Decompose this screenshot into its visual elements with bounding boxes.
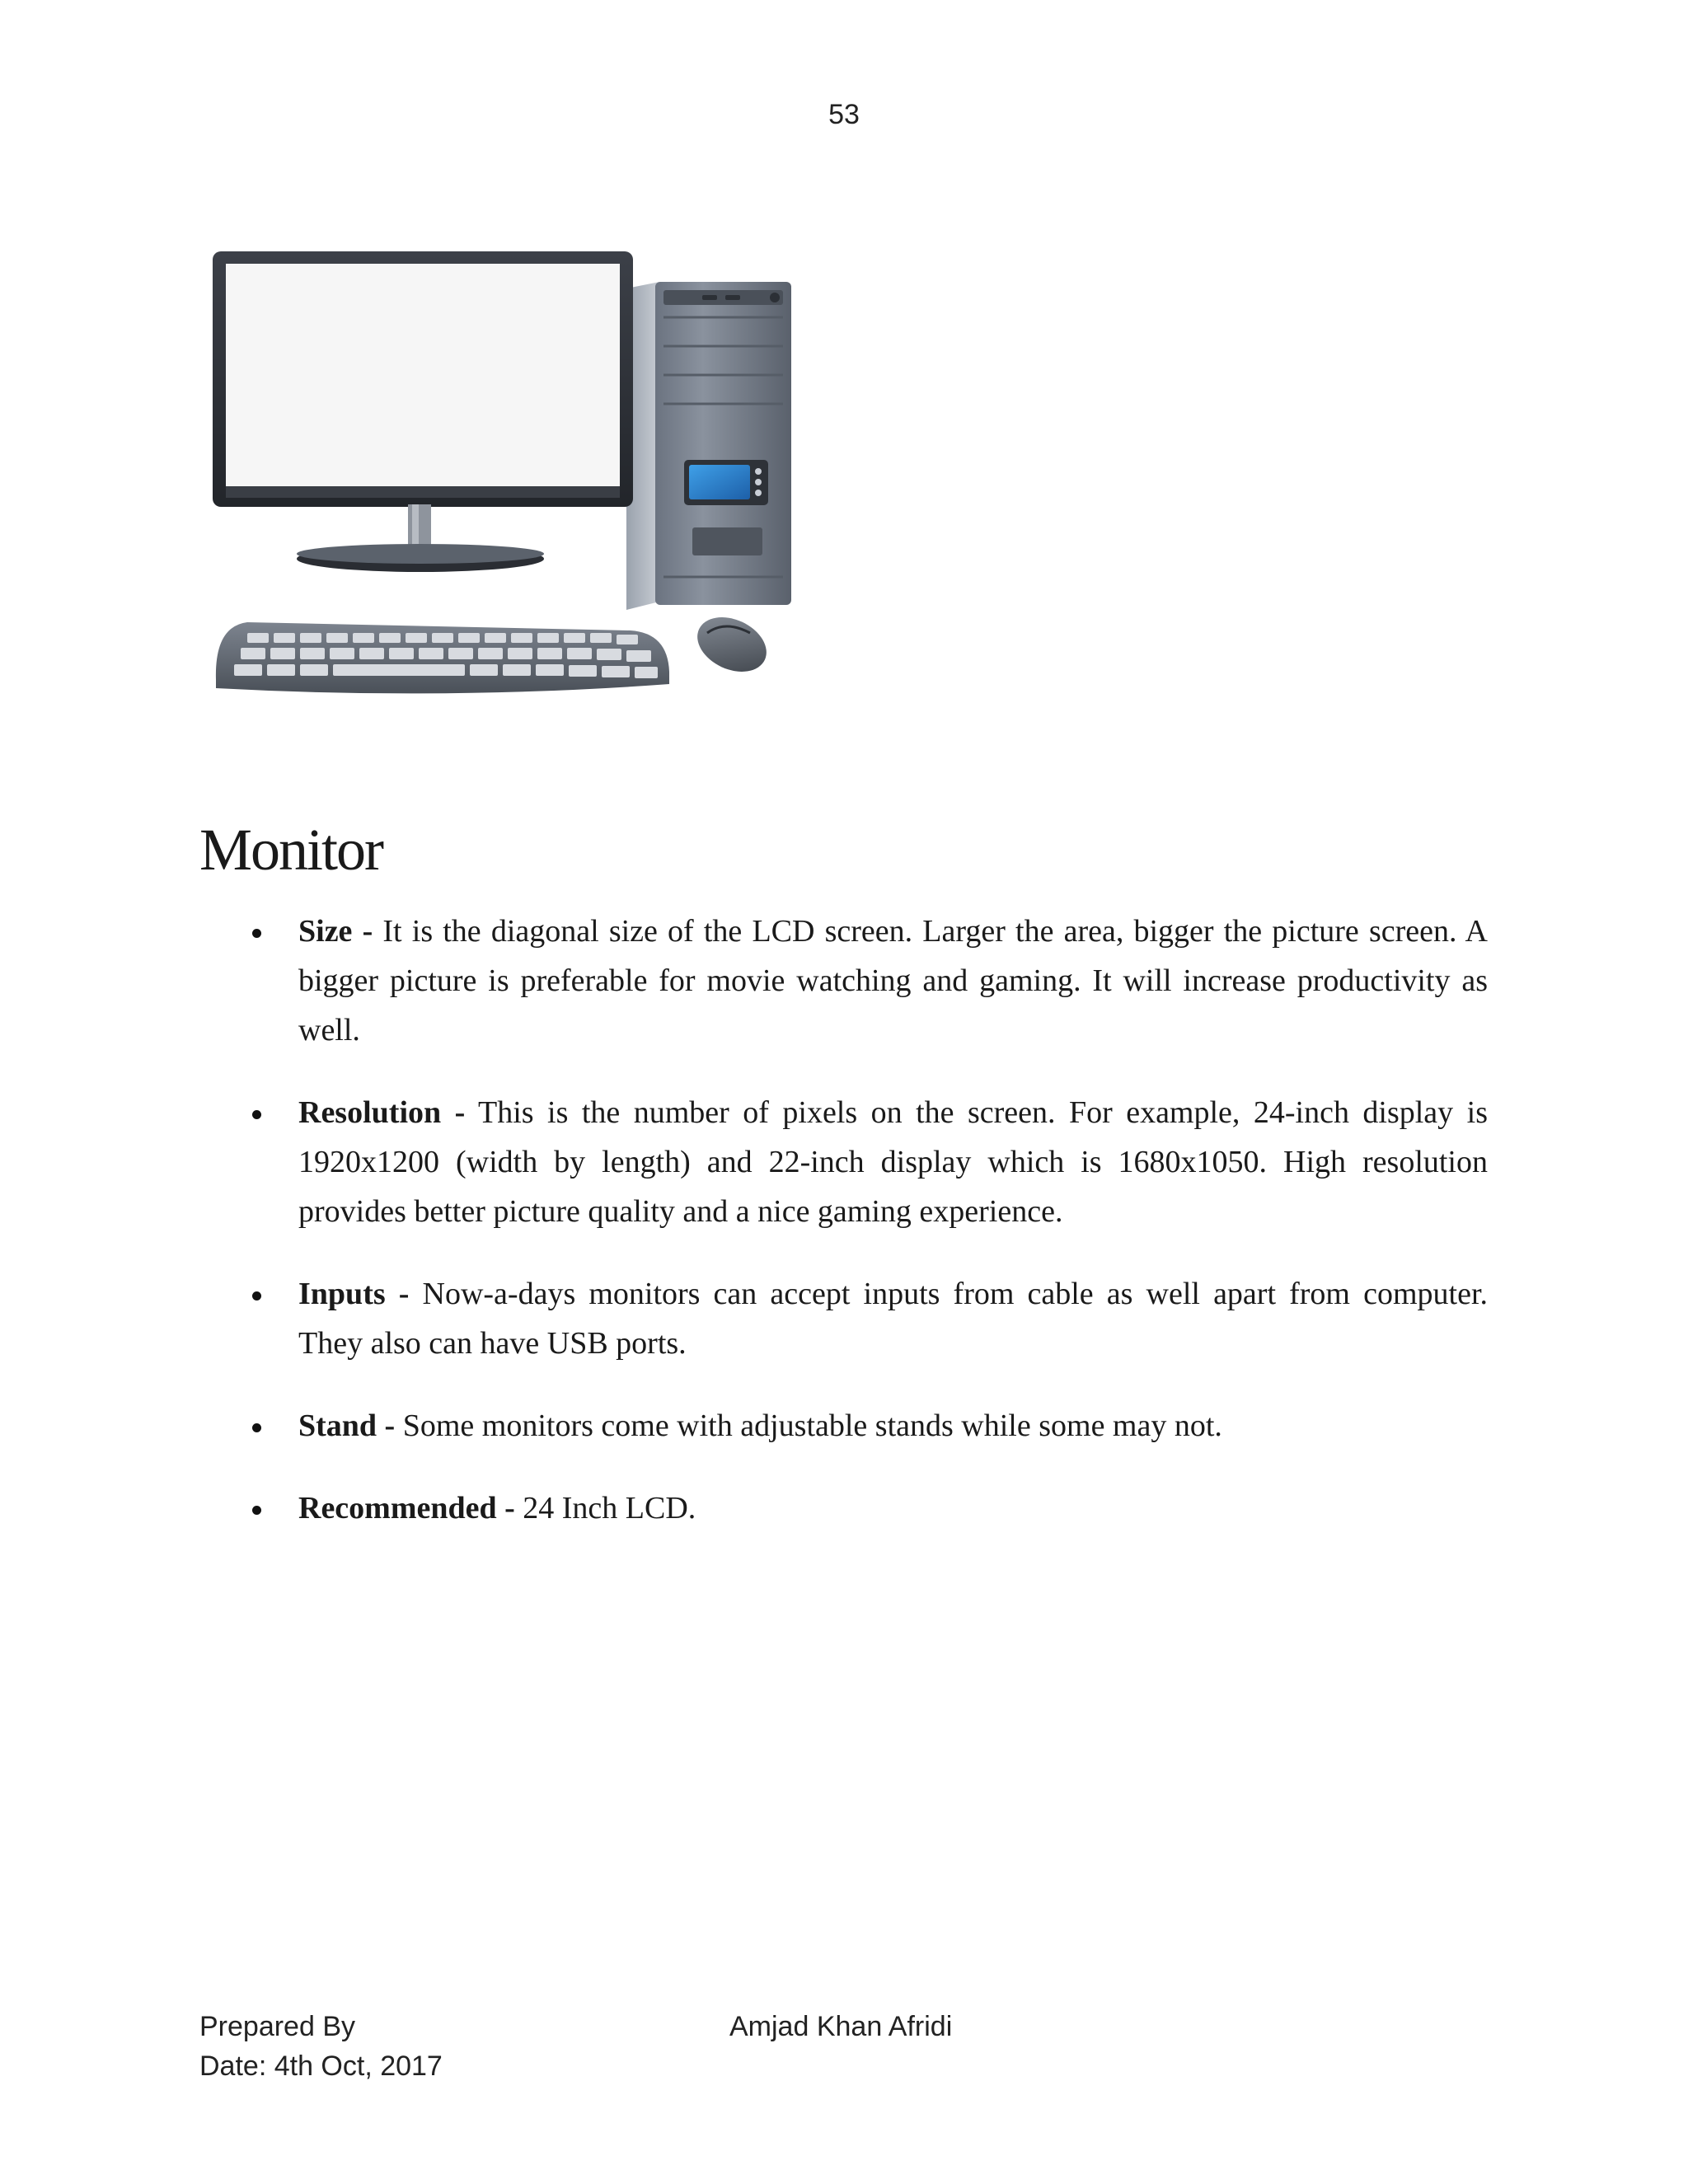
list-item: [247, 1483, 1488, 1533]
bullet-icon: [252, 1110, 261, 1119]
bullet-icon: [252, 1506, 261, 1515]
list-item: [247, 907, 1488, 1055]
bullet-term: Resolution -: [298, 1095, 466, 1130]
bullet-text: Now-a-days monitors can accept inputs from cable as well apart from computer. They also can have USB ports.: [298, 1277, 1488, 1361]
bullet-icon: [252, 1423, 261, 1432]
bullet-term: Inputs -: [298, 1277, 410, 1311]
bullet-term: Stand -: [298, 1408, 396, 1443]
monitor-feature-list: [247, 907, 1488, 1566]
bullet-term: Size -: [298, 914, 373, 949]
bullet-text: 24 Inch LCD.: [523, 1491, 696, 1526]
prepared-by-label: Prepared By: [199, 2011, 355, 2042]
footer-left: [199, 2007, 443, 2086]
bullet-text: Some monitors come with adjustable stands while some may not.: [402, 1408, 1222, 1443]
list-item: [247, 1401, 1488, 1451]
bullet-term: Recommended -: [298, 1491, 515, 1526]
list-item: [247, 1088, 1488, 1236]
section-title: Monitor: [199, 817, 383, 883]
footer-date: Date: 4th Oct, 2017: [199, 2050, 443, 2082]
bullet-text: This is the number of pixels on the screen. For example, 24-inch display is 1920x1200 (width by length) and 22-inch display which is 1680x1050. High resolution provides better picture quality and a nice gaming experience.: [298, 1095, 1488, 1229]
bullet-icon: [252, 1291, 261, 1301]
page-number: 53: [828, 99, 860, 130]
list-item: [247, 1269, 1488, 1368]
desktop-computer-illustration: [198, 239, 824, 733]
bullet-text: It is the diagonal size of the LCD screen. Larger the area, bigger the picture screen. A bigger picture is preferable for movie watching and gaming. It will increase productivity as well.: [298, 914, 1488, 1047]
bullet-icon: [252, 929, 261, 938]
footer-author: Amjad Khan Afridi: [729, 2011, 953, 2042]
